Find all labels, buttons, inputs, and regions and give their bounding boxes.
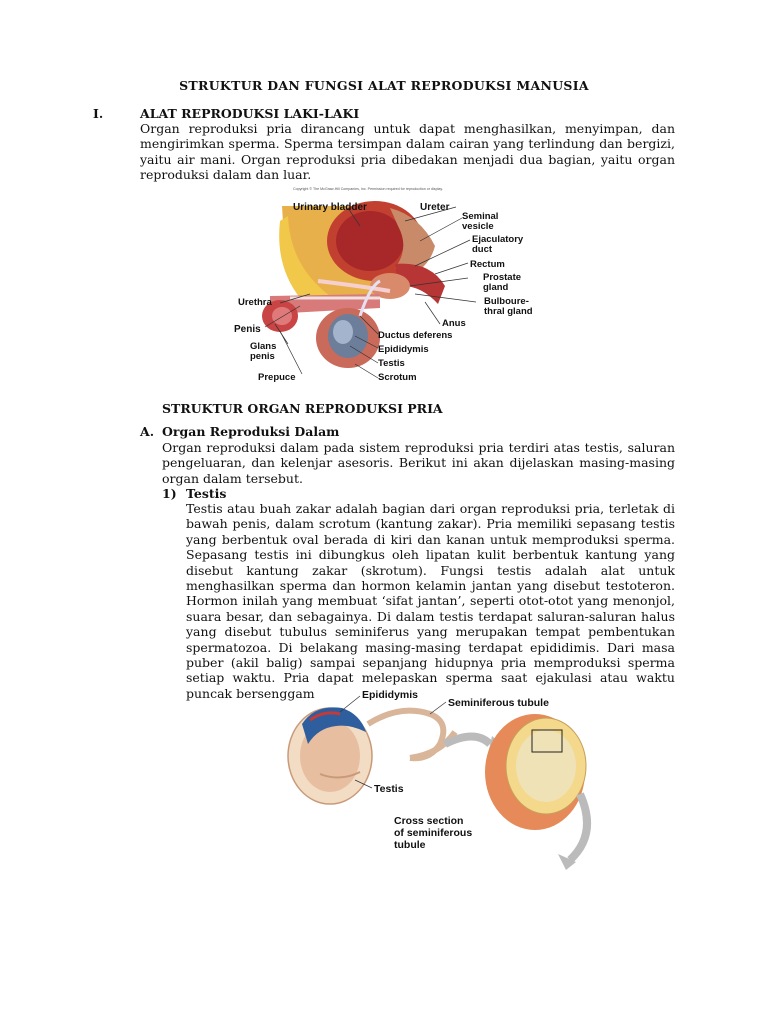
pelvis-illustration <box>262 201 445 368</box>
testis-illustration <box>288 707 587 870</box>
label-bulbourethral-1: Bulboure- <box>484 296 529 307</box>
male-reproductive-diagram <box>230 186 540 386</box>
label-rectum: Rectum <box>470 259 505 270</box>
testis-diagram-svg <box>280 684 600 870</box>
label-penis: Penis <box>234 324 261 335</box>
label-anus: Anus <box>442 318 466 329</box>
label-testis: Testis <box>378 358 405 369</box>
label-cross-section-3: tubule <box>394 839 426 851</box>
copyright-note: Copyright © The McGraw-Hill Companies, Inc. Permission required for reproduction or display. <box>293 187 443 191</box>
label-bulbourethral-2: thral gland <box>484 306 533 317</box>
section-intro-paragraph: Organ reproduksi pria dirancang untuk dapat menghasilkan, menyimpan, dan mengirimkan sperma. Sperma tersimpan dalam cairan yang terlindung dan bergizi, yaitu air mani. Organ reproduksi pria dibedakan menjadi dua bagian, yaitu organ reproduksi dalam dan luar. <box>140 121 675 183</box>
label-seminal-1: Seminal <box>462 211 499 222</box>
label-glans-1: Glans <box>250 341 277 352</box>
label-urinary-bladder: Urinary bladder <box>293 202 367 213</box>
label-seminal-2: vesicle <box>462 221 494 232</box>
label-glans-2: penis <box>250 351 275 362</box>
label-urethra: Urethra <box>238 297 272 308</box>
structure-heading: STRUKTUR ORGAN REPRODUKSI PRIA <box>162 401 443 416</box>
label-ureter: Ureter <box>420 202 450 213</box>
label-ejaculatory-1: Ejaculatory <box>472 234 524 245</box>
testis-diagram <box>280 684 600 870</box>
label-epididymis: Epididymis <box>378 344 429 355</box>
testis-paragraph: Testis atau buah zakar adalah bagian dari organ reproduksi pria, terletak di bawah penis, dalam scrotum (kantung zakar). Pria memiliki sepasang testis yang berbentuk oval berada di kiri dan kanan untuk memproduksi sperma. Sepasang testis ini dibungkus oleh lipatan kulit berbentuk kantung yang disebut kantung zakar (skrotum). Fungsi testis adalah alat untuk menghasilkan sperma dan hormon kelamin jantan yang disebut testoteron. Hormon inilah yang membuat ‘sifat jantan’, seperti otot-otot yang menonjol, suara besar, dan sebagainya. Di dalam testis terdapat saluran-saluran halus yang disebut tubulus seminiferus yang merupakan tempat pembentukan spermatozoa. Di belakang masing-masing terdapat epididimis. Dari masa puber (akil balig) sampai sepanjang hidupnya pria memproduksi sperma setiap waktu. Pria dapat melepaskan sperma saat ejakulasi atau waktu puncak bersenggam <box>186 501 675 701</box>
label-cross-section-1: Cross section <box>394 815 464 827</box>
label-seminiferous-tubule: Seminiferous tubule <box>448 697 549 709</box>
subsection-paragraph: Organ reproduksi dalam pada sistem reproduksi pria terdiri atas testis, saluran pengeluaran, dan kelenjar asesoris. Berikut ini akan dijelaskan masing-masing organ dalam tersebut. <box>162 440 675 486</box>
section-number: I. <box>93 106 104 121</box>
document-title: STRUKTUR DAN FUNGSI ALAT REPRODUKSI MANUSIA <box>179 78 589 93</box>
label-cross-section-2: of seminiferous <box>394 827 473 839</box>
label-prepuce: Prepuce <box>258 372 296 383</box>
label-fig2-testis: Testis <box>374 783 404 795</box>
label-fig2-epididymis: Epididymis <box>362 689 419 701</box>
subsection-letter: A. <box>140 424 155 439</box>
male-reproductive-diagram-svg <box>230 186 540 386</box>
label-prostate-2: gland <box>483 282 509 293</box>
item-title: Testis <box>186 486 227 501</box>
label-ductus-deferens: Ductus deferens <box>378 330 453 341</box>
label-ejaculatory-2: duct <box>472 244 493 255</box>
section-title: ALAT REPRODUKSI LAKI-LAKI <box>140 106 360 121</box>
item-number: 1) <box>162 486 177 501</box>
subsection-title: Organ Reproduksi Dalam <box>162 424 340 439</box>
label-prostate-1: Prostate <box>483 272 522 283</box>
label-scrotum: Scrotum <box>378 372 417 383</box>
